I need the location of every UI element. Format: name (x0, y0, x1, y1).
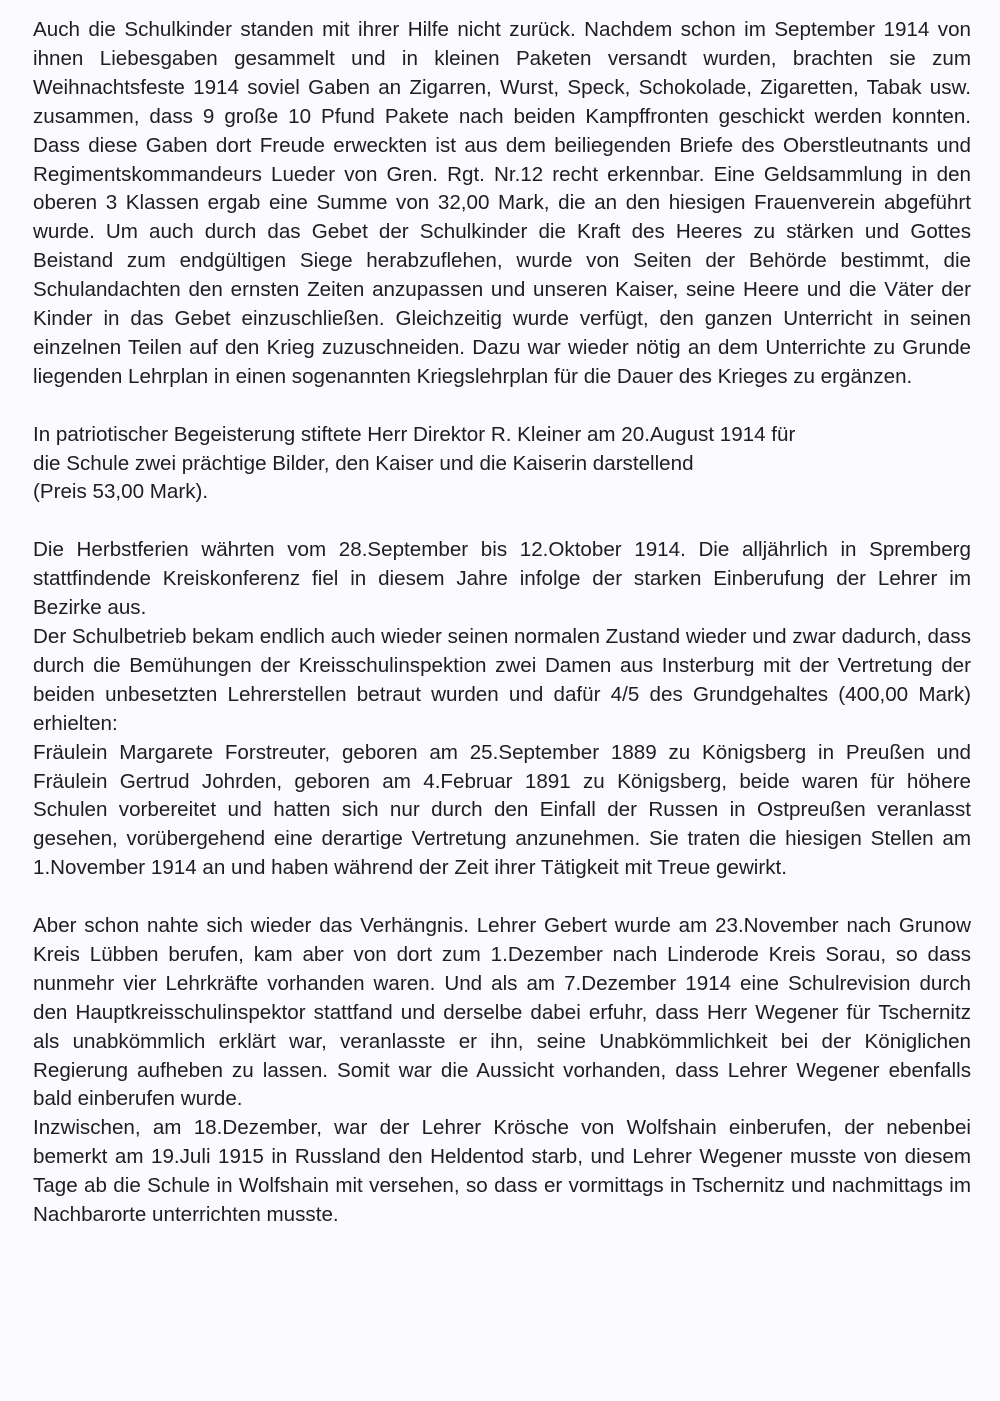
paragraph-teacher-transfers: Aber schon nahte sich wieder das Verhängnis. Lehrer Gebert wurde am 23.November nach Grunow Kreis Lübben berufen, kam aber von dort zum 1.Dezember nach Linderode Kreis Sorau, so dass nunmehr vier Lehrkräfte vorhanden waren. Und als am 7.Dezember 1914 eine Schulrevision durch den Hauptkreisschulinspektor stattfand und derselbe dabei erfuhr, dass Herr Wegener für Tschernitz als unabkömmlich erklärt war, veranlasste er ihn, seine Unabkömmlichkeit bei der Königlichen Regierung aufheben zu lassen. Somit war die Aussicht vorhanden, dass Lehrer Wegener ebenfalls bald einberufen wurde. (33, 914, 971, 1111)
paragraph-school-donations: Auch die Schulkinder standen mit ihrer Hilfe nicht zurück. Nachdem schon im September 1914 von ihnen Liebesgaben gesammelt und in kleinen Paketen versandt wurden, brachten sie zum Weihnachtsfeste 1914 soviel Gaben an Zigarren, Wurst, Speck, Schokolade, Zigaretten, Tabak usw. zusammen, dass 9 große 10 Pfund Pakete nach beiden Kampffronten geschickt werden konnten. Dass diese Gaben dort Freude erweckten ist aus dem beiliegenden Briefe des Oberstleutnants und Regimentskommandeurs Lueder von Gren. Rgt. Nr.12 recht erkennbar. Eine Geldsammlung in den oberen 3 Klassen ergab eine Summe von 32,00 Mark, die an den hiesigen Frauenverein abgeführt wurde. Um auch durch das Gebet der Schulkinder die Kraft des Heeres zu stärken und Gottes Beistand zum endgültigen Siege herabzuflehen, wurde von Seiten der Behörde bestimmt, die Schulandachten den ernsten Zeiten anzupassen und unseren Kaiser, seine Heere und die Väter der Kinder in das Gebet einzuschließen. Gleichzeitig wurde verfügt, den ganzen Unterricht in seinen einzelnen Teilen auf den Krieg zuzuschneiden. Dazu war wieder nötig an dem Unterrichte zu Grunde liegenden Lehrplan in einen sogenannten Kriegslehrplan für die Dauer des Krieges zu ergänzen. (33, 18, 971, 388)
paragraph-line: In patriotischer Begeisterung stiftete Herr Direktor R. Kleiner am 20.August 1914 für (33, 422, 796, 446)
paragraph-substitute-teachers: Der Schulbetrieb bekam endlich auch wieder seinen normalen Zustand wieder und zwar dadurch, dass durch die Bemühungen der Kreisschulinspektion zwei Damen aus Insterburg mit der Vertretung der beiden unbesetzten Lehrerstellen betraut wurden und dafür 4/5 des Grundgehaltes (400,00 Mark) erhielten: (33, 625, 971, 735)
paragraph-portrait-donation (33, 421, 971, 508)
paragraph-teacher-names: Fräulein Margarete Forstreuter, geboren am 25.September 1889 zu Königsberg in Preußen und Fräulein Gertrud Johrden, geboren am 4.Februar 1891 zu Königsberg, beide waren für höhere Schulen vorbereitet und hatten sich nur durch den Einfall der Russen in Ostpreußen veranlasst gesehen, vorübergehend eine derartige Vertretung anzunehmen. Sie traten die hiesigen Stellen am 1.November 1914 an und haben während der Zeit ihrer Tätigkeit mit Treue gewirkt. (33, 740, 971, 880)
paragraph-line: die Schule zwei prächtige Bilder, den Kaiser und die Kaiserin darstellend (33, 451, 694, 475)
paragraph-line: (Preis 53,00 Mark). (33, 480, 209, 504)
document-body (33, 16, 971, 1230)
paragraph-wolfshain: Inzwischen, am 18.Dezember, war der Lehrer Krösche von Wolfshain einberufen, der nebenbei bemerkt am 19.Juli 1915 in Russland den Heldentod starb, und Lehrer Wegener musste von diesem Tage ab die Schule in Wolfshain mit versehen, so dass er vormittags in Tschernitz und nachmittags im Nachbarorte unterrichten musste. (33, 1116, 971, 1227)
paragraph-autumn-holidays: Die Herbstferien währten vom 28.September bis 12.Oktober 1914. Die alljährlich in Spremberg stattfindende Kreiskonferenz fiel in diesem Jahre infolge der starken Einberufung der Lehrer im Bezirke aus. (33, 538, 971, 620)
